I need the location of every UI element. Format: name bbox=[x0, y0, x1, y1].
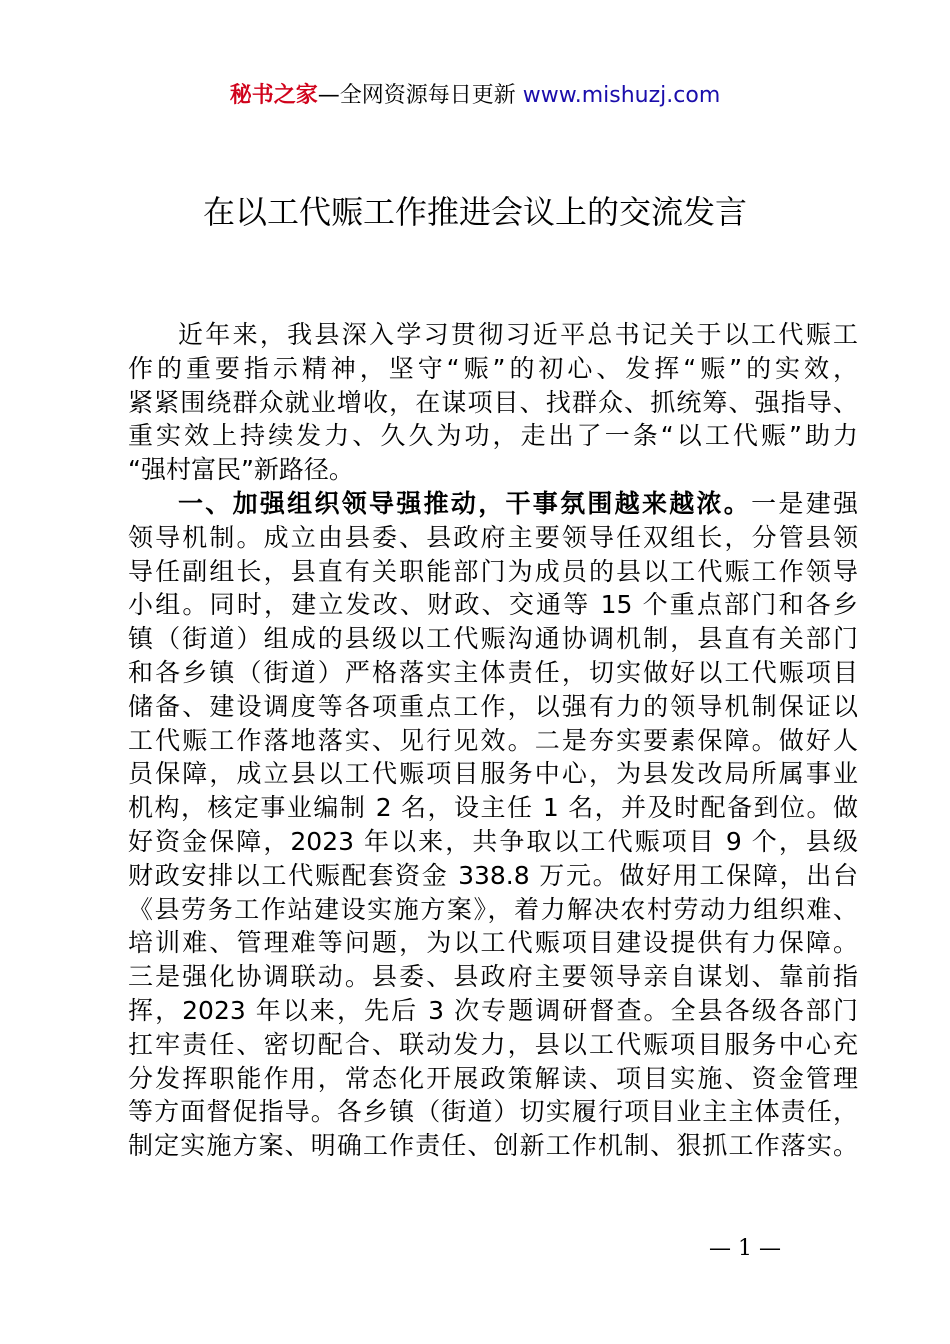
paragraph-line: 《县劳务工作站建设实施方案》，着力解决农村劳动力组织难、 bbox=[128, 894, 858, 924]
paragraph-text: 一是建强 bbox=[751, 488, 858, 518]
paragraph-line: 工代赈工作落地落实、见行见效。二是夯实要素保障。做好人 bbox=[128, 725, 858, 755]
paragraph-line: 分发挥职能作用，常态化开展政策解读、项目实施、资金管理 bbox=[128, 1063, 858, 1093]
paragraph-line: 领导机制。成立由县委、县政府主要领导任双组长，分管县领 bbox=[128, 522, 858, 552]
paragraph-line: 机构，核定事业编制 2 名，设主任 1 名，并及时配备到位。做 bbox=[128, 793, 858, 823]
paragraph-line: 紧紧围绕群众就业增收，在谋项目、找群众、抓统筹、强指导、 bbox=[128, 387, 858, 417]
paragraph-line: 培训难、管理难等问题，为以工代赈项目建设提供有力保障。 bbox=[128, 928, 858, 958]
document-body bbox=[128, 318, 858, 1163]
paragraph-line: 员保障，成立县以工代赈项目服务中心，为县发改局所属事业 bbox=[128, 759, 858, 789]
paragraph-line: 导任副组长，县直有关职能部门为成员的县以工代赈工作领导 bbox=[128, 556, 858, 586]
section-heading-line bbox=[128, 487, 858, 521]
header-slogan: —全网资源每日更新 bbox=[317, 83, 516, 108]
paragraph-line: 制定实施方案、明确工作责任、创新工作机制、狠抓工作落实。 bbox=[128, 1131, 858, 1161]
paragraph-line: 三是强化协调联动。县委、县政府主要领导亲自谋划、靠前指 bbox=[128, 962, 858, 992]
paragraph-line: 和各乡镇（街道）严格落实主体责任，切实做好以工代赈项目 bbox=[128, 657, 858, 687]
section-heading: 一、加强组织领导强推动，干事氛围越来越浓。 bbox=[178, 488, 752, 518]
paragraph-line: 财政安排以工代赈配套资金 338.8 万元。做好用工保障，出台 bbox=[128, 860, 858, 890]
paragraph-line: 储备、建设调度等各项重点工作，以强有力的领导机制保证以 bbox=[128, 691, 858, 721]
paragraph-line: 小组。同时，建立发改、财政、交通等 15 个重点部门和各乡 bbox=[128, 590, 858, 620]
paragraph-line: 重实效上持续发力、久久为功，走出了一条“以工代赈”助力 bbox=[128, 421, 858, 451]
paragraph-line: “强村富民”新路径。 bbox=[128, 455, 354, 485]
paragraph-line: 扛牢责任、密切配合、联动发力，县以工代赈项目服务中心充 bbox=[128, 1029, 858, 1059]
paragraph-line: 作的重要指示精神，坚守“赈”的初心、发挥“赈”的实效， bbox=[128, 353, 858, 383]
document-title: 在以工代赈工作推进会议上的交流发言 bbox=[202, 193, 747, 231]
paragraph-line: 等方面督促指导。各乡镇（街道）切实履行项目业主主体责任， bbox=[128, 1097, 858, 1127]
paragraph-line: 镇（街道）组成的县级以工代赈沟通协调机制，县直有关部门 bbox=[128, 624, 858, 654]
site-header bbox=[0, 80, 950, 112]
brand-name: 秘书之家 bbox=[229, 83, 318, 108]
header-url[interactable]: www.mishuzj.com bbox=[522, 83, 721, 108]
page-number: — 1 — bbox=[709, 1236, 781, 1261]
paragraph-line: 好资金保障，2023 年以来，共争取以工代赈项目 9 个，县级 bbox=[128, 826, 858, 856]
paragraph-line: 挥，2023 年以来，先后 3 次专题调研督查。全县各级各部门 bbox=[128, 995, 858, 1025]
paragraph-line: 近年来，我县深入学习贯彻习近平总书记关于以工代赈工 bbox=[178, 320, 858, 349]
